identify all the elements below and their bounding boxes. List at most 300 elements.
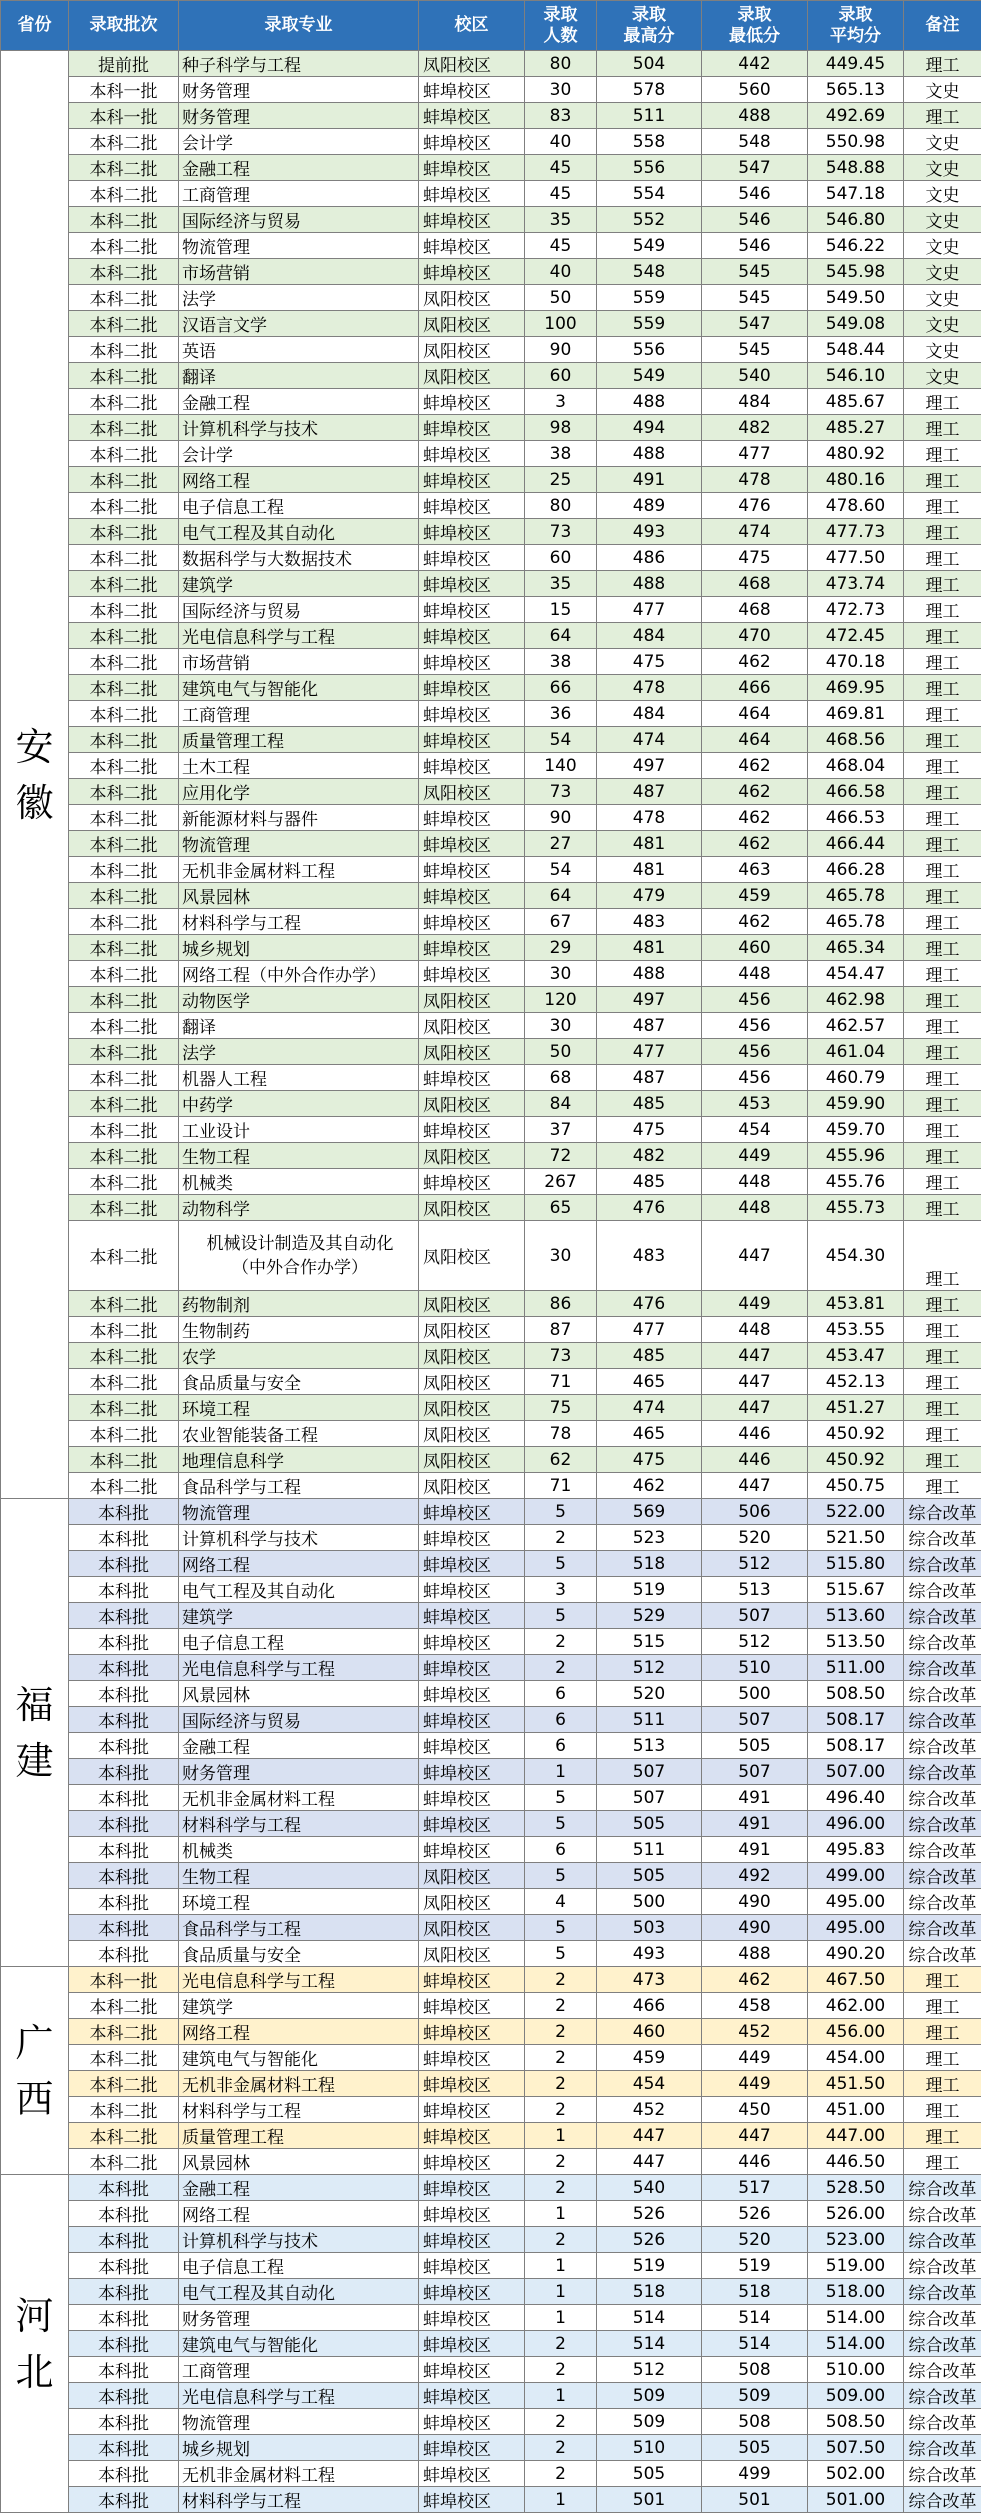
table-row bbox=[1, 2019, 981, 2045]
avg-score-cell: 485.27 bbox=[808, 415, 904, 441]
campus-cell: 蚌埠校区 bbox=[419, 415, 525, 441]
note-cell: 综合改革 bbox=[904, 1525, 981, 1551]
major-cell: 食品科学与工程 bbox=[179, 1915, 419, 1941]
avg-score-cell: 526.00 bbox=[808, 2201, 904, 2227]
avg-score-cell: 452.13 bbox=[808, 1369, 904, 1395]
max-score-cell: 559 bbox=[597, 285, 702, 311]
batch-cell: 本科二批 bbox=[69, 649, 179, 675]
major-cell: 建筑学 bbox=[179, 571, 419, 597]
max-score-cell: 509 bbox=[597, 2383, 702, 2409]
campus-cell: 蚌埠校区 bbox=[419, 1065, 525, 1091]
avg-score-cell: 466.28 bbox=[808, 857, 904, 883]
major-cell: 计算机科学与技术 bbox=[179, 415, 419, 441]
min-score-cell: 513 bbox=[702, 1577, 808, 1603]
min-score-cell: 462 bbox=[702, 831, 808, 857]
campus-cell: 蚌埠校区 bbox=[419, 259, 525, 285]
table-row bbox=[1, 1525, 981, 1551]
avg-score-cell: 490.20 bbox=[808, 1941, 904, 1967]
avg-score-cell: 495.00 bbox=[808, 1889, 904, 1915]
note-cell: 理工 bbox=[904, 857, 981, 883]
avg-score-cell: 477.50 bbox=[808, 545, 904, 571]
major-cell: 国际经济与贸易 bbox=[179, 597, 419, 623]
batch-cell: 本科二批 bbox=[69, 2071, 179, 2097]
count-cell: 267 bbox=[525, 1169, 597, 1195]
note-cell: 文史 bbox=[904, 129, 981, 155]
batch-cell: 本科二批 bbox=[69, 2097, 179, 2123]
note-cell: 综合改革 bbox=[904, 2435, 981, 2461]
campus-cell: 蚌埠校区 bbox=[419, 2253, 525, 2279]
table-row bbox=[1, 1317, 981, 1343]
major-cell: 电气工程及其自动化 bbox=[179, 2279, 419, 2305]
count-cell: 60 bbox=[525, 363, 597, 389]
max-score-cell: 476 bbox=[597, 1291, 702, 1317]
major-cell: 会计学 bbox=[179, 441, 419, 467]
min-score-cell: 490 bbox=[702, 1889, 808, 1915]
count-cell: 45 bbox=[525, 181, 597, 207]
min-score-cell: 491 bbox=[702, 1837, 808, 1863]
note-cell: 综合改革 bbox=[904, 1889, 981, 1915]
min-score-cell: 446 bbox=[702, 1447, 808, 1473]
min-score-cell: 512 bbox=[702, 1629, 808, 1655]
count-cell: 50 bbox=[525, 1039, 597, 1065]
campus-cell: 蚌埠校区 bbox=[419, 1525, 525, 1551]
avg-score-cell: 523.00 bbox=[808, 2227, 904, 2253]
max-score-cell: 549 bbox=[597, 233, 702, 259]
max-score-cell: 505 bbox=[597, 1811, 702, 1837]
note-cell: 理工 bbox=[904, 1967, 981, 1993]
major-cell: 工业设计 bbox=[179, 1117, 419, 1143]
note-cell: 综合改革 bbox=[904, 2487, 981, 2513]
note-cell: 文史 bbox=[904, 259, 981, 285]
min-score-cell: 520 bbox=[702, 2227, 808, 2253]
avg-score-cell: 455.73 bbox=[808, 1195, 904, 1221]
major-cell: 风景园林 bbox=[179, 1681, 419, 1707]
count-cell: 6 bbox=[525, 1733, 597, 1759]
table-row bbox=[1, 2305, 981, 2331]
min-score-cell: 464 bbox=[702, 727, 808, 753]
province-cell bbox=[1, 2175, 69, 2513]
table-row bbox=[1, 1499, 981, 1525]
avg-score-cell: 509.00 bbox=[808, 2383, 904, 2409]
table-row bbox=[1, 571, 981, 597]
campus-cell: 蚌埠校区 bbox=[419, 103, 525, 129]
province-cell bbox=[1, 1499, 69, 1967]
count-cell: 72 bbox=[525, 1143, 597, 1169]
max-score-cell: 549 bbox=[597, 363, 702, 389]
major-cell: 翻译 bbox=[179, 363, 419, 389]
table-row bbox=[1, 259, 981, 285]
avg-score-cell: 548.44 bbox=[808, 337, 904, 363]
major-cell: 生物工程 bbox=[179, 1143, 419, 1169]
batch-cell: 本科批 bbox=[69, 1681, 179, 1707]
batch-cell: 本科二批 bbox=[69, 779, 179, 805]
count-cell: 2 bbox=[525, 2461, 597, 2487]
batch-cell: 本科二批 bbox=[69, 571, 179, 597]
avg-score-cell: 549.08 bbox=[808, 311, 904, 337]
table-row bbox=[1, 2175, 981, 2201]
major-cell: 应用化学 bbox=[179, 779, 419, 805]
count-cell: 3 bbox=[525, 1577, 597, 1603]
campus-cell: 蚌埠校区 bbox=[419, 2383, 525, 2409]
count-cell: 73 bbox=[525, 779, 597, 805]
campus-cell: 蚌埠校区 bbox=[419, 727, 525, 753]
note-cell: 理工 bbox=[904, 2123, 981, 2149]
major-cell: 物流管理 bbox=[179, 831, 419, 857]
note-cell: 理工 bbox=[904, 883, 981, 909]
max-score-cell: 559 bbox=[597, 311, 702, 337]
batch-cell: 本科一批 bbox=[69, 103, 179, 129]
count-cell: 2 bbox=[525, 1629, 597, 1655]
campus-cell: 蚌埠校区 bbox=[419, 77, 525, 103]
max-score-cell: 507 bbox=[597, 1785, 702, 1811]
count-cell: 1 bbox=[525, 2201, 597, 2227]
min-score-cell: 459 bbox=[702, 883, 808, 909]
batch-cell: 本科二批 bbox=[69, 909, 179, 935]
campus-cell: 凤阳校区 bbox=[419, 363, 525, 389]
max-score-cell: 493 bbox=[597, 519, 702, 545]
min-score-cell: 464 bbox=[702, 701, 808, 727]
campus-cell: 蚌埠校区 bbox=[419, 2279, 525, 2305]
avg-score-cell: 454.47 bbox=[808, 961, 904, 987]
major-cell: 电气工程及其自动化 bbox=[179, 519, 419, 545]
note-cell: 理工 bbox=[904, 2045, 981, 2071]
min-score-cell: 462 bbox=[702, 649, 808, 675]
table-row bbox=[1, 675, 981, 701]
campus-cell: 蚌埠校区 bbox=[419, 2461, 525, 2487]
max-score-cell: 512 bbox=[597, 1655, 702, 1681]
min-score-cell: 519 bbox=[702, 2253, 808, 2279]
batch-cell: 本科二批 bbox=[69, 1221, 179, 1291]
note-cell: 理工 bbox=[904, 831, 981, 857]
campus-cell: 蚌埠校区 bbox=[419, 2149, 525, 2175]
note-cell: 理工 bbox=[904, 1473, 981, 1499]
count-cell: 66 bbox=[525, 675, 597, 701]
avg-score-cell: 514.00 bbox=[808, 2305, 904, 2331]
note-cell: 理工 bbox=[904, 1143, 981, 1169]
avg-score-cell: 447.00 bbox=[808, 2123, 904, 2149]
major-cell: 材料科学与工程 bbox=[179, 1811, 419, 1837]
major-cell: 建筑学 bbox=[179, 1993, 419, 2019]
min-score-cell: 506 bbox=[702, 1499, 808, 1525]
table-row bbox=[1, 1143, 981, 1169]
table-row bbox=[1, 1221, 981, 1291]
campus-cell: 蚌埠校区 bbox=[419, 441, 525, 467]
max-score-cell: 475 bbox=[597, 1117, 702, 1143]
avg-score-cell: 508.17 bbox=[808, 1707, 904, 1733]
avg-score-cell: 546.80 bbox=[808, 207, 904, 233]
count-cell: 45 bbox=[525, 155, 597, 181]
avg-score-cell: 462.00 bbox=[808, 1993, 904, 2019]
avg-score-cell: 465.78 bbox=[808, 883, 904, 909]
max-score-cell: 493 bbox=[597, 1941, 702, 1967]
count-cell: 80 bbox=[525, 493, 597, 519]
note-cell: 文史 bbox=[904, 311, 981, 337]
table-row bbox=[1, 1941, 981, 1967]
batch-cell: 本科批 bbox=[69, 1525, 179, 1551]
campus-cell: 蚌埠校区 bbox=[419, 1655, 525, 1681]
max-score-cell: 452 bbox=[597, 2097, 702, 2123]
major-cell: 食品科学与工程 bbox=[179, 1473, 419, 1499]
campus-cell: 凤阳校区 bbox=[419, 1421, 525, 1447]
table-row bbox=[1, 1889, 981, 1915]
max-score-cell: 569 bbox=[597, 1499, 702, 1525]
major-cell: 网络工程 bbox=[179, 2019, 419, 2045]
avg-score-cell: 519.00 bbox=[808, 2253, 904, 2279]
major-cell: 计算机科学与技术 bbox=[179, 1525, 419, 1551]
avg-score-cell: 546.10 bbox=[808, 363, 904, 389]
major-cell: 生物制药 bbox=[179, 1317, 419, 1343]
batch-cell: 本科二批 bbox=[69, 623, 179, 649]
avg-score-cell: 466.58 bbox=[808, 779, 904, 805]
table-row bbox=[1, 2331, 981, 2357]
note-cell: 综合改革 bbox=[904, 2201, 981, 2227]
campus-cell: 蚌埠校区 bbox=[419, 1577, 525, 1603]
max-score-cell: 509 bbox=[597, 2409, 702, 2435]
table-row bbox=[1, 415, 981, 441]
avg-score-cell: 480.16 bbox=[808, 467, 904, 493]
table-row bbox=[1, 1291, 981, 1317]
header-avg-score: 录取 平均分 bbox=[808, 1, 904, 51]
table-row bbox=[1, 649, 981, 675]
min-score-cell: 450 bbox=[702, 2097, 808, 2123]
note-cell: 理工 bbox=[904, 987, 981, 1013]
min-score-cell: 468 bbox=[702, 597, 808, 623]
table-row bbox=[1, 597, 981, 623]
note-cell: 文史 bbox=[904, 233, 981, 259]
avg-score-cell: 451.50 bbox=[808, 2071, 904, 2097]
min-score-cell: 463 bbox=[702, 857, 808, 883]
campus-cell: 蚌埠校区 bbox=[419, 1707, 525, 1733]
note-cell: 综合改革 bbox=[904, 1707, 981, 1733]
avg-score-cell: 511.00 bbox=[808, 1655, 904, 1681]
table-header-row bbox=[1, 1, 981, 51]
campus-cell: 蚌埠校区 bbox=[419, 1811, 525, 1837]
min-score-cell: 512 bbox=[702, 1551, 808, 1577]
avg-score-cell: 510.00 bbox=[808, 2357, 904, 2383]
batch-cell: 本科二批 bbox=[69, 311, 179, 337]
count-cell: 75 bbox=[525, 1395, 597, 1421]
count-cell: 1 bbox=[525, 2123, 597, 2149]
batch-cell: 本科批 bbox=[69, 1811, 179, 1837]
min-score-cell: 449 bbox=[702, 2045, 808, 2071]
batch-cell: 本科批 bbox=[69, 2331, 179, 2357]
count-cell: 1 bbox=[525, 2279, 597, 2305]
max-score-cell: 510 bbox=[597, 2435, 702, 2461]
avg-score-cell: 502.00 bbox=[808, 2461, 904, 2487]
batch-cell: 本科批 bbox=[69, 2201, 179, 2227]
min-score-cell: 454 bbox=[702, 1117, 808, 1143]
campus-cell: 蚌埠校区 bbox=[419, 467, 525, 493]
count-cell: 35 bbox=[525, 207, 597, 233]
batch-cell: 本科批 bbox=[69, 2487, 179, 2513]
batch-cell: 本科二批 bbox=[69, 181, 179, 207]
min-score-cell: 547 bbox=[702, 155, 808, 181]
table-row bbox=[1, 2279, 981, 2305]
avg-score-cell: 545.98 bbox=[808, 259, 904, 285]
count-cell: 45 bbox=[525, 233, 597, 259]
avg-score-cell: 492.69 bbox=[808, 103, 904, 129]
campus-cell: 蚌埠校区 bbox=[419, 1681, 525, 1707]
note-cell: 理工 bbox=[904, 51, 981, 77]
batch-cell: 本科二批 bbox=[69, 259, 179, 285]
major-cell: 农业智能装备工程 bbox=[179, 1421, 419, 1447]
major-cell: 风景园林 bbox=[179, 2149, 419, 2175]
min-score-cell: 501 bbox=[702, 2487, 808, 2513]
max-score-cell: 465 bbox=[597, 1369, 702, 1395]
avg-score-cell: 459.90 bbox=[808, 1091, 904, 1117]
count-cell: 1 bbox=[525, 1759, 597, 1785]
batch-cell: 本科二批 bbox=[69, 1993, 179, 2019]
max-score-cell: 488 bbox=[597, 441, 702, 467]
avg-score-cell: 451.27 bbox=[808, 1395, 904, 1421]
major-cell: 机械设计制造及其自动化 （中外合作办学） bbox=[179, 1221, 419, 1291]
batch-cell: 本科一批 bbox=[69, 1967, 179, 1993]
table-row bbox=[1, 857, 981, 883]
min-score-cell: 484 bbox=[702, 389, 808, 415]
max-score-cell: 459 bbox=[597, 2045, 702, 2071]
count-cell: 54 bbox=[525, 727, 597, 753]
table-row bbox=[1, 233, 981, 259]
batch-cell: 本科二批 bbox=[69, 1343, 179, 1369]
table-row bbox=[1, 987, 981, 1013]
major-cell: 工商管理 bbox=[179, 2357, 419, 2383]
max-score-cell: 554 bbox=[597, 181, 702, 207]
min-score-cell: 507 bbox=[702, 1603, 808, 1629]
count-cell: 1 bbox=[525, 2253, 597, 2279]
min-score-cell: 478 bbox=[702, 467, 808, 493]
max-score-cell: 491 bbox=[597, 467, 702, 493]
table-row bbox=[1, 623, 981, 649]
campus-cell: 蚌埠校区 bbox=[419, 233, 525, 259]
count-cell: 2 bbox=[525, 1993, 597, 2019]
table-row bbox=[1, 207, 981, 233]
note-cell: 理工 bbox=[904, 1117, 981, 1143]
batch-cell: 本科二批 bbox=[69, 1291, 179, 1317]
avg-score-cell: 472.73 bbox=[808, 597, 904, 623]
major-cell: 金融工程 bbox=[179, 2175, 419, 2201]
min-score-cell: 540 bbox=[702, 363, 808, 389]
campus-cell: 凤阳校区 bbox=[419, 51, 525, 77]
batch-cell: 本科二批 bbox=[69, 493, 179, 519]
max-score-cell: 483 bbox=[597, 1221, 702, 1291]
avg-score-cell: 473.74 bbox=[808, 571, 904, 597]
major-cell: 光电信息科学与工程 bbox=[179, 1967, 419, 1993]
max-score-cell: 447 bbox=[597, 2149, 702, 2175]
count-cell: 38 bbox=[525, 649, 597, 675]
campus-cell: 蚌埠校区 bbox=[419, 2201, 525, 2227]
table-row bbox=[1, 2409, 981, 2435]
count-cell: 6 bbox=[525, 1707, 597, 1733]
max-score-cell: 485 bbox=[597, 1169, 702, 1195]
table-row bbox=[1, 1117, 981, 1143]
min-score-cell: 490 bbox=[702, 1915, 808, 1941]
table-row bbox=[1, 1967, 981, 1993]
table-row bbox=[1, 1577, 981, 1603]
major-cell: 国际经济与贸易 bbox=[179, 1707, 419, 1733]
count-cell: 98 bbox=[525, 415, 597, 441]
max-score-cell: 500 bbox=[597, 1889, 702, 1915]
batch-cell: 本科二批 bbox=[69, 233, 179, 259]
table-row bbox=[1, 2149, 981, 2175]
header-max-score: 录取 最高分 bbox=[597, 1, 702, 51]
count-cell: 27 bbox=[525, 831, 597, 857]
avg-score-cell: 450.92 bbox=[808, 1421, 904, 1447]
min-score-cell: 499 bbox=[702, 2461, 808, 2487]
major-cell: 环境工程 bbox=[179, 1395, 419, 1421]
max-score-cell: 548 bbox=[597, 259, 702, 285]
note-cell: 理工 bbox=[904, 493, 981, 519]
count-cell: 2 bbox=[525, 2357, 597, 2383]
major-cell: 机器人工程 bbox=[179, 1065, 419, 1091]
min-score-cell: 466 bbox=[702, 675, 808, 701]
major-cell: 建筑电气与智能化 bbox=[179, 675, 419, 701]
min-score-cell: 508 bbox=[702, 2409, 808, 2435]
max-score-cell: 497 bbox=[597, 753, 702, 779]
note-cell: 理工 bbox=[904, 103, 981, 129]
avg-score-cell: 453.55 bbox=[808, 1317, 904, 1343]
count-cell: 80 bbox=[525, 51, 597, 77]
major-cell: 无机非金属材料工程 bbox=[179, 2071, 419, 2097]
min-score-cell: 491 bbox=[702, 1785, 808, 1811]
note-cell: 理工 bbox=[904, 675, 981, 701]
min-score-cell: 442 bbox=[702, 51, 808, 77]
count-cell: 30 bbox=[525, 961, 597, 987]
max-score-cell: 475 bbox=[597, 649, 702, 675]
min-score-cell: 456 bbox=[702, 1013, 808, 1039]
avg-score-cell: 454.00 bbox=[808, 2045, 904, 2071]
note-cell: 文史 bbox=[904, 363, 981, 389]
note-cell: 文史 bbox=[904, 155, 981, 181]
max-score-cell: 540 bbox=[597, 2175, 702, 2201]
batch-cell: 本科二批 bbox=[69, 961, 179, 987]
province-cell bbox=[1, 51, 69, 1499]
major-cell: 财务管理 bbox=[179, 103, 419, 129]
min-score-cell: 449 bbox=[702, 2071, 808, 2097]
max-score-cell: 523 bbox=[597, 1525, 702, 1551]
campus-cell: 凤阳校区 bbox=[419, 285, 525, 311]
batch-cell: 本科二批 bbox=[69, 675, 179, 701]
table-row bbox=[1, 1785, 981, 1811]
campus-cell: 蚌埠校区 bbox=[419, 2175, 525, 2201]
batch-cell: 本科二批 bbox=[69, 415, 179, 441]
province-label: 安徽 bbox=[15, 724, 54, 825]
max-score-cell: 489 bbox=[597, 493, 702, 519]
count-cell: 73 bbox=[525, 519, 597, 545]
major-cell: 网络工程 bbox=[179, 2201, 419, 2227]
max-score-cell: 514 bbox=[597, 2305, 702, 2331]
max-score-cell: 484 bbox=[597, 701, 702, 727]
max-score-cell: 505 bbox=[597, 1863, 702, 1889]
campus-cell: 蚌埠校区 bbox=[419, 2409, 525, 2435]
campus-cell: 凤阳校区 bbox=[419, 1195, 525, 1221]
avg-score-cell: 495.00 bbox=[808, 1915, 904, 1941]
campus-cell: 蚌埠校区 bbox=[419, 649, 525, 675]
avg-score-cell: 465.78 bbox=[808, 909, 904, 935]
count-cell: 5 bbox=[525, 1915, 597, 1941]
major-cell: 物流管理 bbox=[179, 1499, 419, 1525]
campus-cell: 蚌埠校区 bbox=[419, 961, 525, 987]
avg-score-cell: 453.81 bbox=[808, 1291, 904, 1317]
min-score-cell: 482 bbox=[702, 415, 808, 441]
batch-cell: 本科二批 bbox=[69, 2149, 179, 2175]
major-cell: 机械类 bbox=[179, 1837, 419, 1863]
max-score-cell: 474 bbox=[597, 727, 702, 753]
avg-score-cell: 513.50 bbox=[808, 1629, 904, 1655]
table-row bbox=[1, 545, 981, 571]
major-cell: 地理信息科学 bbox=[179, 1447, 419, 1473]
note-cell: 理工 bbox=[904, 753, 981, 779]
avg-score-cell: 469.81 bbox=[808, 701, 904, 727]
